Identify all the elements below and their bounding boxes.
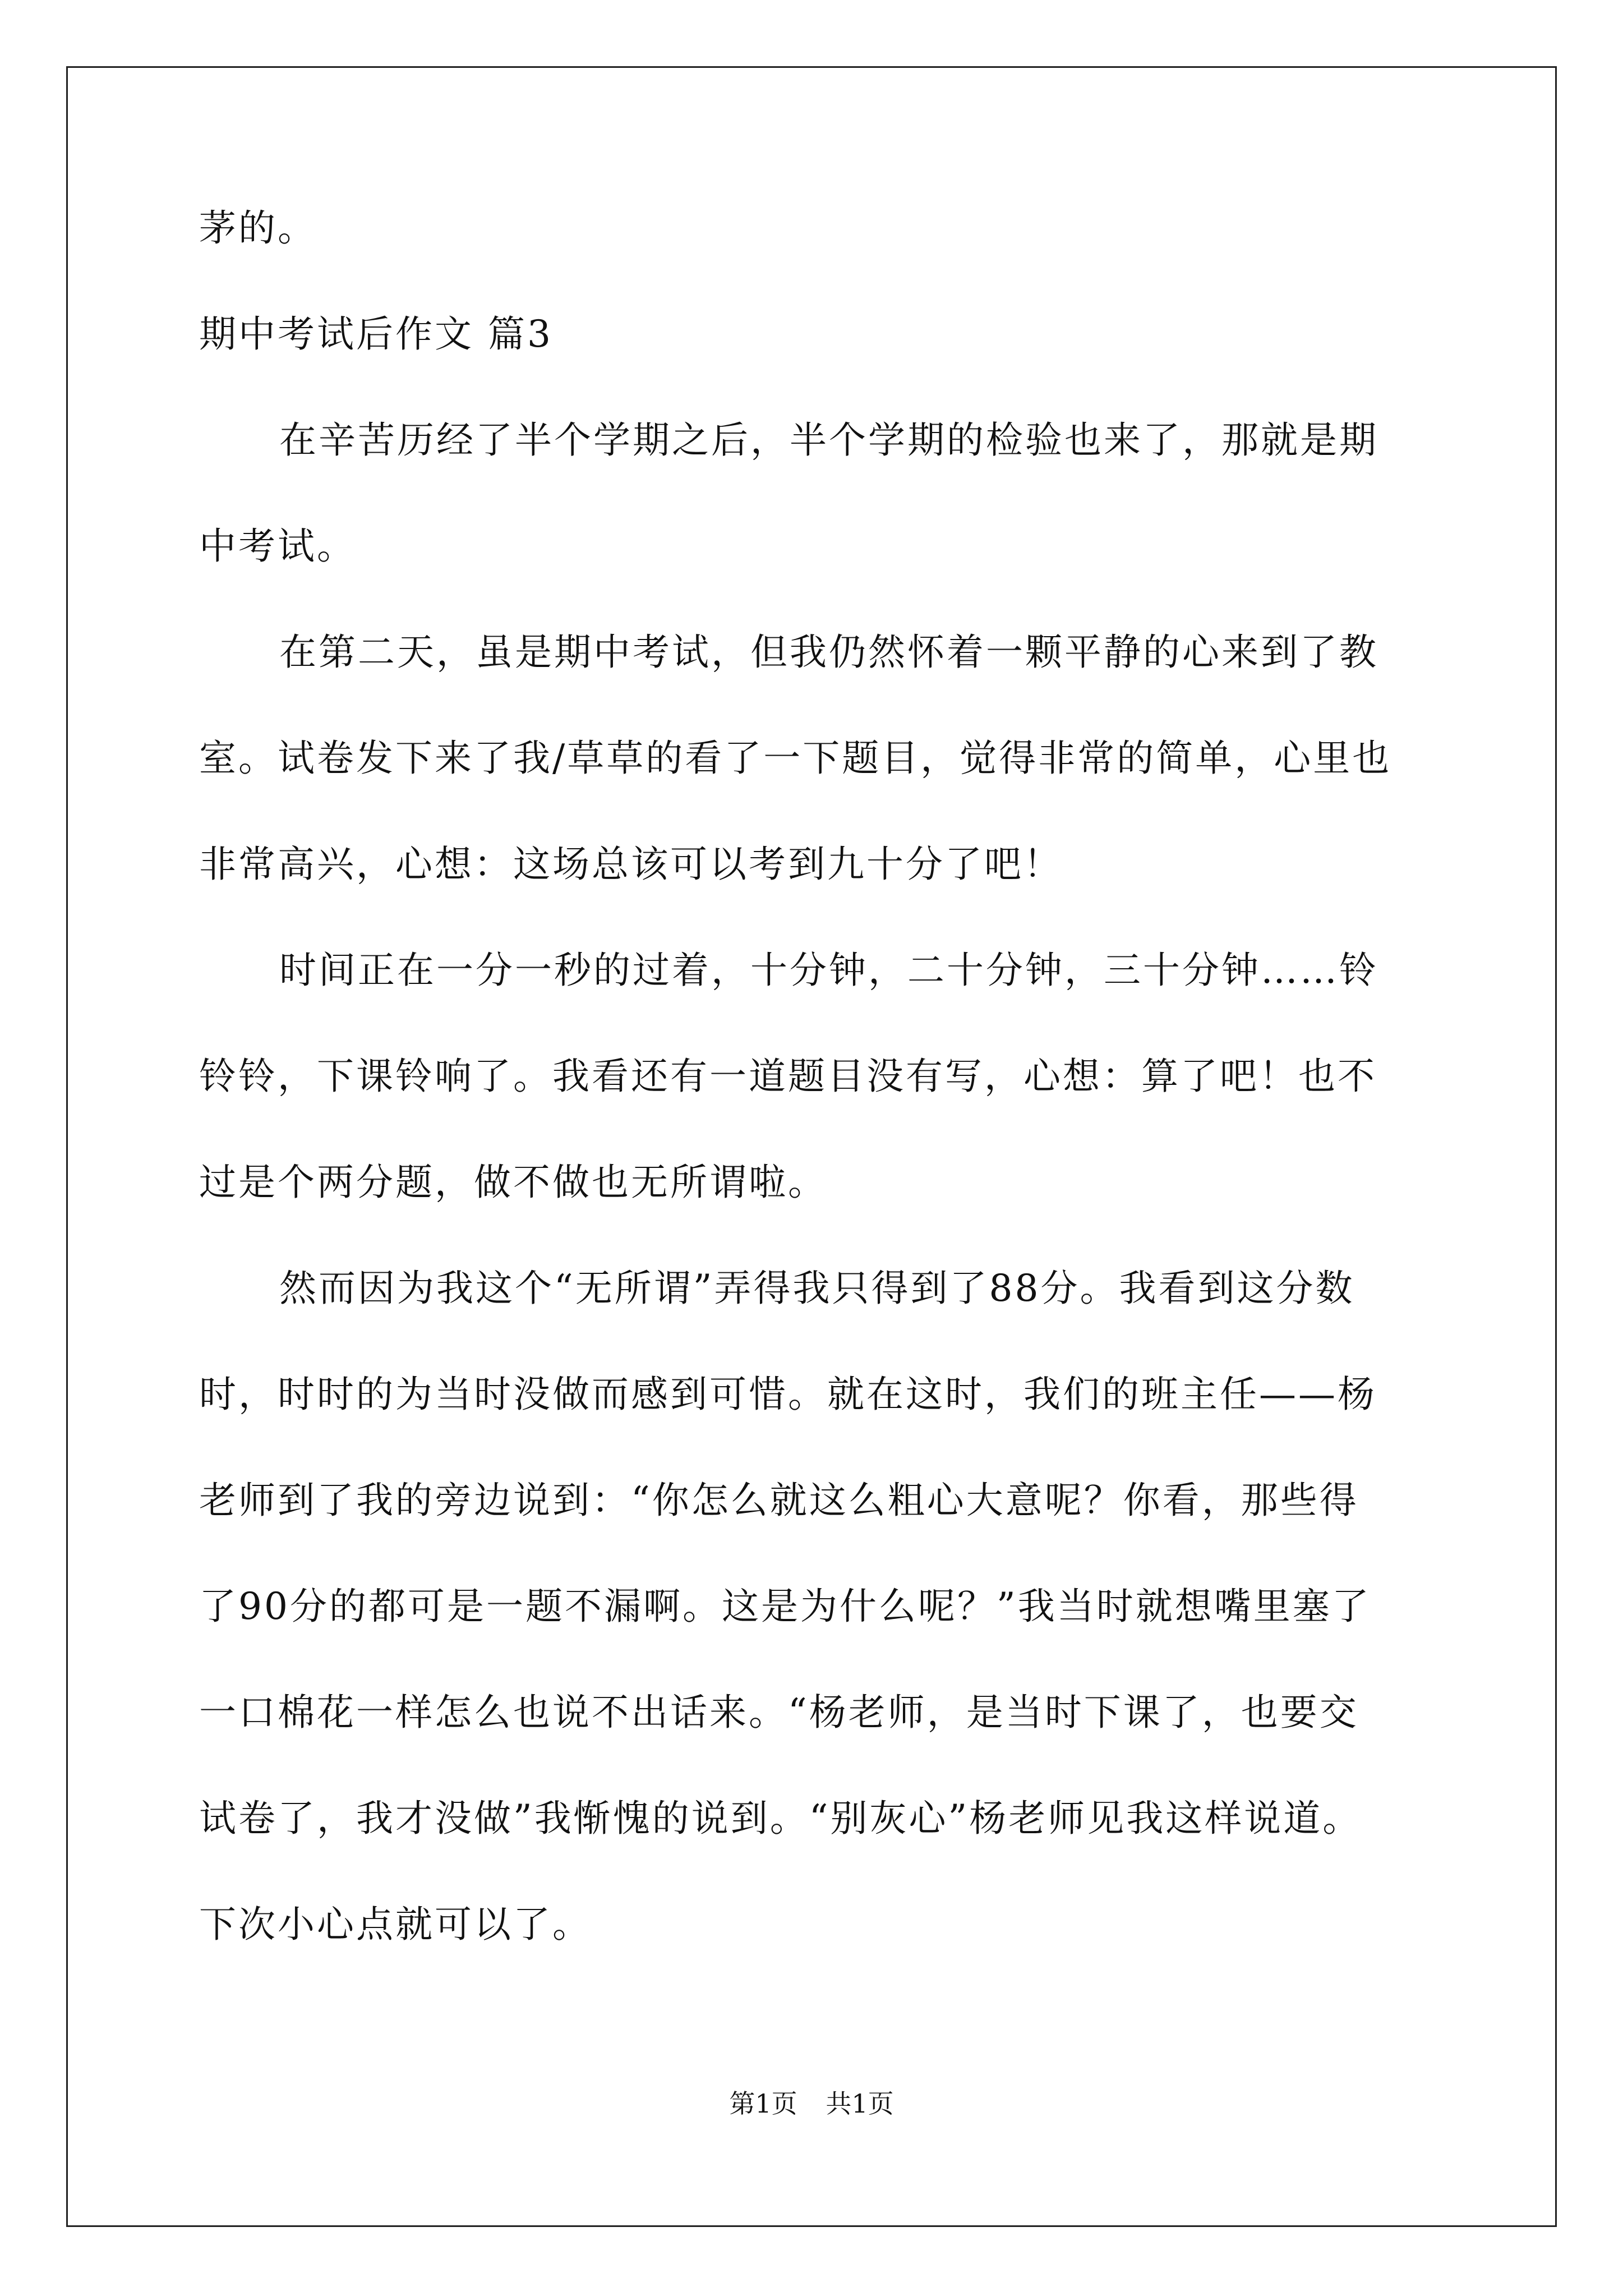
page-number: 第1页 — [729, 2088, 797, 2119]
text-line-1: 茅的。 — [199, 206, 317, 250]
text-line-9: 铃铃，下课铃响了。我看还有一道题目没有写，心想：算了吧！也不 — [199, 1055, 1377, 1098]
page-footer — [0, 2087, 1623, 2120]
text-line-4: 中考试。 — [199, 524, 356, 568]
text-line-7: 非常高兴，心想：这场总该可以考到九十分了吧！ — [199, 843, 1063, 886]
text-line-14: 了90分的都可是一题不漏啊。这是为什么呢？”我当时就想嘴里塞了 — [199, 1585, 1371, 1628]
text-line-8: 时间正在一分一秒的过着，十分钟，二十分钟，三十分钟……铃 — [279, 949, 1378, 992]
text-line-3: 在辛苦历经了半个学期之后，半个学期的检验也来了，那就是期 — [279, 418, 1378, 462]
text-line-6: 室。试卷发下来了我/草草的看了一下题目，觉得非常的简单，心里也 — [199, 737, 1392, 780]
text-line-12: 时，时时的为当时没做而感到可惜。就在这时，我们的班主任——杨 — [199, 1373, 1377, 1416]
document-body — [199, 202, 1472, 2004]
text-line-11: 然而因为我这个“无所谓”弄得我只得到了88分。我看到这分数 — [279, 1267, 1355, 1310]
text-line-5: 在第二天，虽是期中考试，但我仍然怀着一颗平静的心来到了教 — [279, 631, 1378, 674]
text-line-10: 过是个两分题，做不做也无所谓啦。 — [199, 1161, 827, 1204]
text-line-15: 一口棉花一样怎么也说不出话来。“杨老师，是当时下课了，也要交 — [199, 1691, 1359, 1734]
text-line-17: 下次小心点就可以了。 — [199, 1903, 592, 1946]
page-total: 共1页 — [826, 2088, 894, 2119]
text-line-13: 老师到了我的旁边说到：“你怎么就这么粗心大意呢？你看，那些得 — [199, 1479, 1359, 1522]
section-heading: 期中考试后作文 篇3 — [199, 312, 553, 356]
text-line-16: 试卷了，我才没做”我惭愧的说到。“别灰心”杨老师见我这样说道。 — [199, 1797, 1362, 1840]
